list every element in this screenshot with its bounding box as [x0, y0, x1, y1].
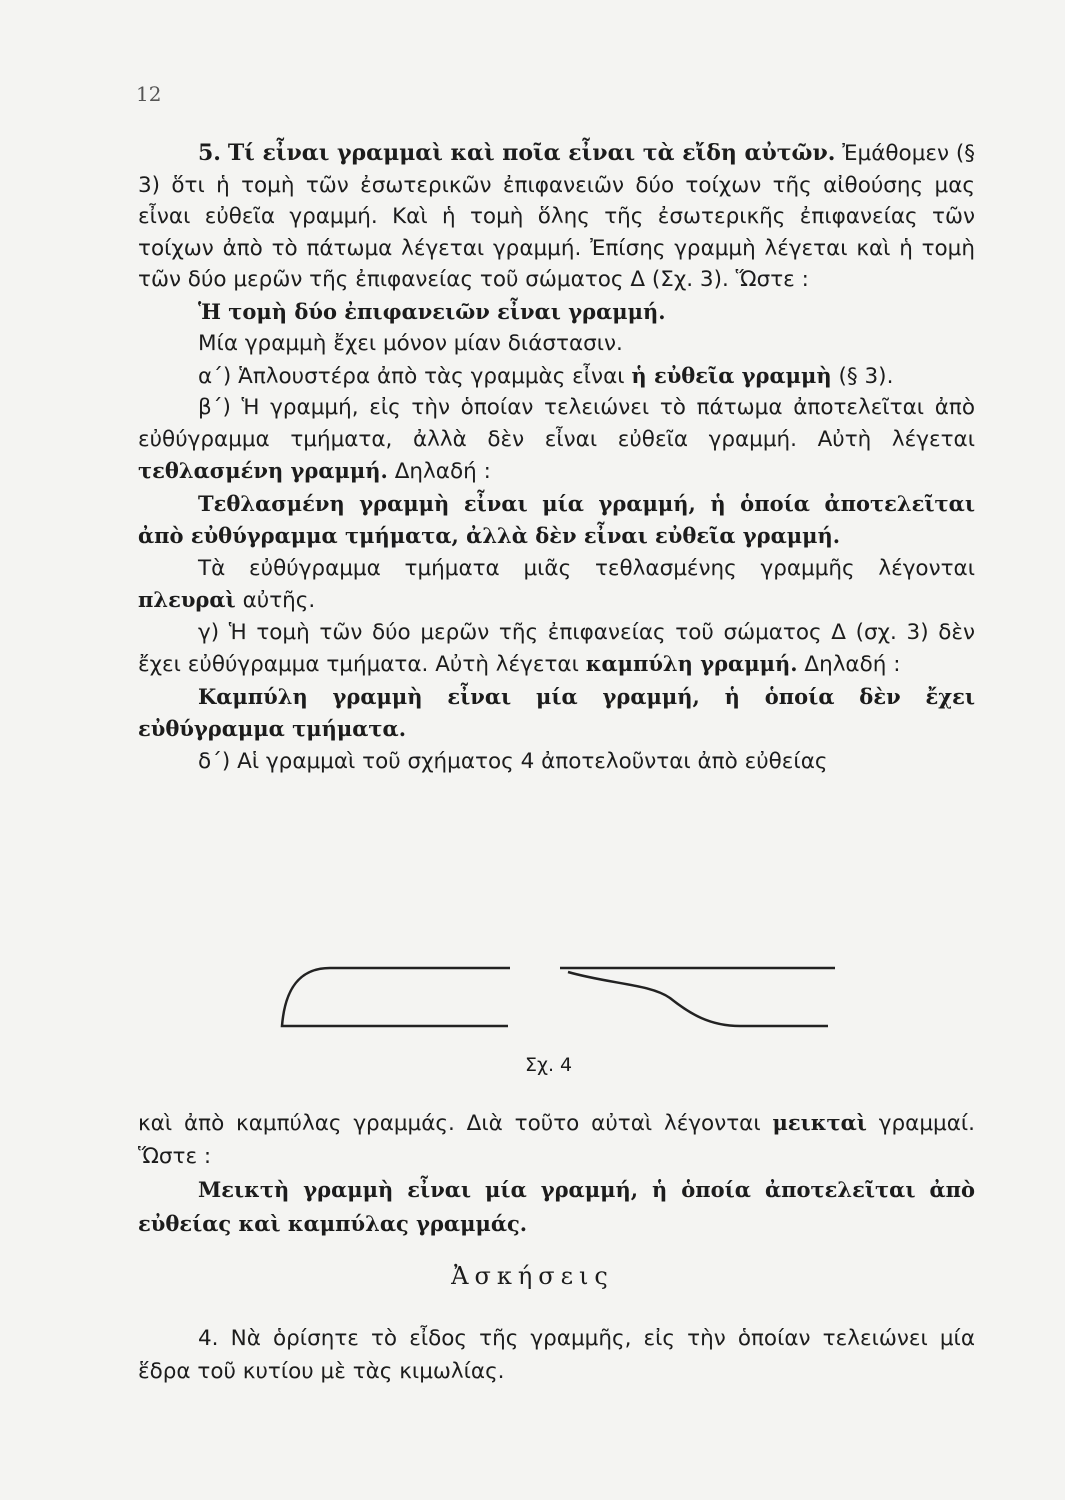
mixed-line-left — [282, 968, 510, 1026]
definition-mixed: Μεικτὴ γραμμὴ εἶναι μία γραμμή, ἡ ὁποία ἀποτελεῖται ἀπὸ εὐθείας καὶ καμπύλας γραμμάς. — [138, 1177, 975, 1236]
page-number: 12 — [136, 82, 162, 106]
section-body-continued — [138, 1106, 975, 1241]
definition-line: Ἡ τομὴ δύο ἐπιφανειῶν εἶναι γραμμή. — [198, 298, 666, 324]
delta-paragraph: δ΄) Αἱ γραμμαὶ τοῦ σχήματος 4 ἀποτελοῦνται ἀπὸ εὐθείας — [198, 748, 828, 774]
definition-broken-line: Τεθλασμένη γραμμὴ εἶναι μία γραμμή, ἡ ὁποία ἀποτελεῖται ἀπὸ εὐθύγραμμα τμήματα, ἀλλὰ δὲν εἶναι εὐθεῖα γραμμή. — [138, 490, 975, 548]
alpha-paragraph: α΄) Ἁπλουστέρα ἀπὸ τὰς γραμμὰς εἶναι ἡ εὐθεῖα γραμμὴ (§ 3). — [198, 362, 894, 389]
beta-paragraph: β΄) Ἡ γραμμή, εἰς τὴν ὁποίαν τελειώνει τὸ πάτωμα ἀποτελεῖται ἀπὸ εὐθύγραμμα τμήματα, ἀλλὰ δὲν εἶναι εὐθεῖα γραμμή. Αὐτὴ λέγεται τεθλασμένη γραμμή. Δηλαδή : — [138, 395, 975, 484]
exercise-item: 4. Νὰ ὁρίσητε τὸ εἶδος τῆς γραμμῆς, εἰς τὴν ὁποίαν τελειώνει μία ἕδρα τοῦ κυτίου μὲ τὰς κιμωλίας. — [138, 1326, 975, 1384]
section-number: 5. — [198, 140, 221, 166]
definition-curve: Καμπύλη γραμμὴ εἶναι μία γραμμή, ἡ ὁποία δὲν ἔχει εὐθύγραμμα τμήματα. — [138, 683, 975, 741]
section-intro-paragraph — [138, 138, 975, 296]
figure-4-mixed-lines — [270, 958, 850, 1038]
exercises-heading: Ἀσκήσεις — [451, 1262, 614, 1290]
mixed-paragraph: καὶ ἀπὸ καμπύλας γραμμάς. Διὰ τοῦτο αὐταὶ λέγονται μεικταὶ γραμμαί. Ὥστε : — [138, 1110, 975, 1169]
figure-caption: Σχ. 4 — [525, 1054, 573, 1076]
section-intro: Ἐμάθομεν (§ 3) ὅτι ἡ τομὴ τῶν ἐσωτερικῶν ἐπιφανειῶν δύο τοίχων τῆς αἰθούσης μας εἶναι εὐθεῖα γραμμή. Καὶ ἡ τομὴ ὅλης τῆς ἐσωτερικῆς ἐπιφανείας τῶν τοίχων ἀπὸ τὸ πάτωμα λέγεται γραμμή. Ἐπίσης γραμμὴ λέγεται καὶ ἡ τομὴ τῶν δύο μερῶν τῆς ἐπιφανείας τοῦ σώματος Δ (Σχ. 3). Ὥστε : — [138, 141, 975, 292]
mixed-line-right — [560, 968, 835, 1026]
dimension-line: Μία γραμμὴ ἔχει μόνον μίαν διάστασιν. — [198, 331, 623, 356]
section-title: Τί εἶναι γραμμαὶ καὶ ποῖα εἶναι τὰ εἴδη αὐτῶν. — [227, 140, 836, 166]
sides-paragraph: Τὰ εὐθύγραμμα τμήματα μιᾶς τεθλασμένης γραμμῆς λέγονται πλευραὶ αὐτῆς. — [138, 555, 975, 613]
exercises-body — [138, 1322, 975, 1388]
gamma-paragraph: γ) Ἡ τομὴ τῶν δύο μερῶν τῆς ἐπιφανείας τοῦ σώματος Δ (σχ. 3) δὲν ἔχει εὐθύγραμμα τμήματα. Αὐτὴ λέγεται καμπύλη γραμμή. Δηλαδή : — [138, 619, 975, 677]
section-body — [138, 138, 975, 777]
